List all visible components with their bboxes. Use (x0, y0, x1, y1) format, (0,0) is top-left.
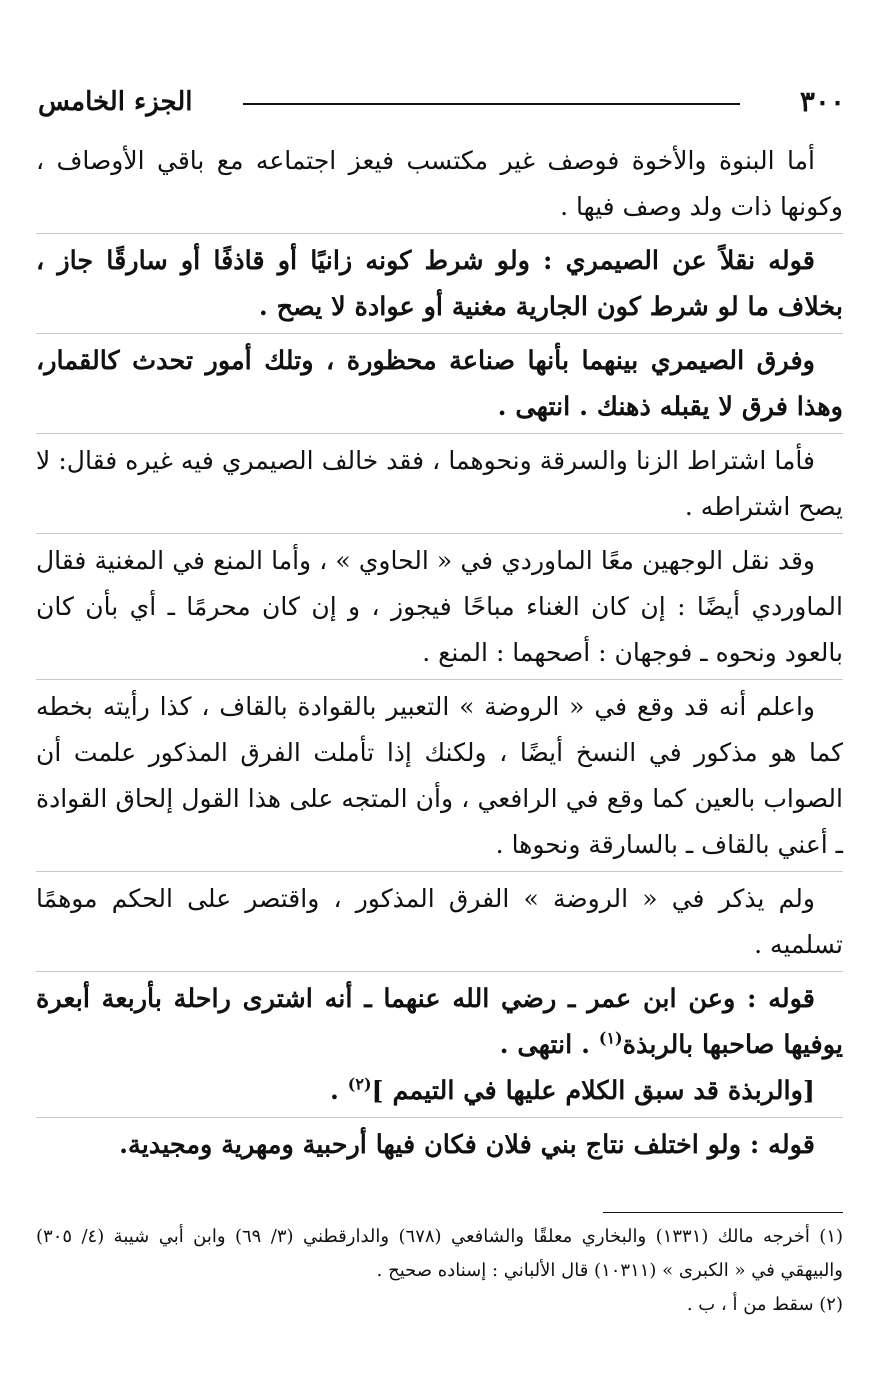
paragraph-separator (36, 971, 843, 972)
paragraph-separator (36, 333, 843, 334)
footnote: (٢) سقط من أ ، ب . (686, 1294, 843, 1315)
paragraph: ولم يذكر في « الروضة » الفرق المذكور ، واقتصر على الحكم موهمًا تسلميه . (36, 884, 843, 959)
paragraph: وقد نقل الوجهين معًا الماوردي في « الحاوي » ، وأما المنع في المغنية فقال الماوردي أيضًا : إن كان الغناء مباحًا فيجوز ، و إن كان محرمًا ـ أي بأن كان بالعود ونحوه ـ فوجهان : أصحهما : المنع . (36, 546, 843, 667)
footnote-reference: (١) (598, 1028, 623, 1048)
paragraph: أما البنوة والأخوة فوصف غير مكتسب فيعز اجتماعه مع باقي الأوصاف ، وكونها ذات ولد وصف فيها . (36, 146, 843, 221)
paragraph: فأما اشتراط الزنا والسرقة ونحوهما ، فقد خالف الصيمري فيه غيره فقال: لا يصح اشتراطه . (36, 446, 843, 521)
paragraph-separator (36, 871, 843, 872)
footnotes (36, 1220, 843, 1322)
footnote: (١) أخرجه مالك (١٣٣١) والبخاري معلقًا والشافعي (٦٧٨) والدارقطني (٣/ ٦٩) وابن أبي شيبة (٤/ ٣٠٥) والبيهقي في « الكبرى » (١٠٣١١) قال الألباني : إسناده صحيح . (36, 1226, 844, 1281)
paragraph: [والربذة قد سبق الكلام عليها في التيمم ]$^{(٢)}$ . (330, 1074, 815, 1106)
paragraph-separator (36, 533, 843, 534)
main-text (36, 138, 843, 1168)
page-header (38, 82, 845, 122)
paragraph-separator (36, 233, 843, 234)
footnote-reference: (٢) (347, 1074, 372, 1094)
paragraph: وفرق الصيمري بينهما بأنها صناعة محظورة ، وتلك أمور تحدث كالقمار، وهذا فرق لا يقبله ذهنك . انتهى . (36, 346, 843, 422)
page-number: ٣٠٠ (799, 85, 845, 118)
paragraph: واعلم أنه قد وقع في « الروضة » التعبير بالقوادة بالقاف ، كذا رأيته بخطه كما هو مذكور في النسخ أيضًا ، ولكنك إذا تأملت الفرق المذكور علمت أن الصواب بالعين كما وقع في الرافعي ، وأن المتجه على هذا القول إلحاق القوادة ـ أعني بالقاف ـ بالسارقة ونحوها . (36, 692, 843, 859)
header-rule (243, 103, 740, 105)
paragraph: قوله : وعن ابن عمر ـ رضي الله عنهما ـ أنه اشترى راحلة بأربعة أبعرة يوفيها صاحبها بالربذة$^{(١)}$ . انتهى . (36, 984, 843, 1060)
paragraph: قوله : ولو اختلف نتاج بني فلان فكان فيها أرحبية ومهرية ومجيدية. (119, 1130, 815, 1160)
paragraph-separator (36, 433, 843, 434)
running-title: الجزء الخامس (38, 87, 193, 117)
paragraph-separator (36, 1117, 843, 1118)
paragraph: قوله نقلاً عن الصيمري : ولو شرط كونه زانيًا أو قاذفًا أو سارقًا جاز ، بخلاف ما لو شرط كون الجارية مغنية أو عوادة لا يصح . (36, 246, 843, 322)
footnote-rule (603, 1212, 843, 1213)
paragraph-separator (36, 679, 843, 680)
